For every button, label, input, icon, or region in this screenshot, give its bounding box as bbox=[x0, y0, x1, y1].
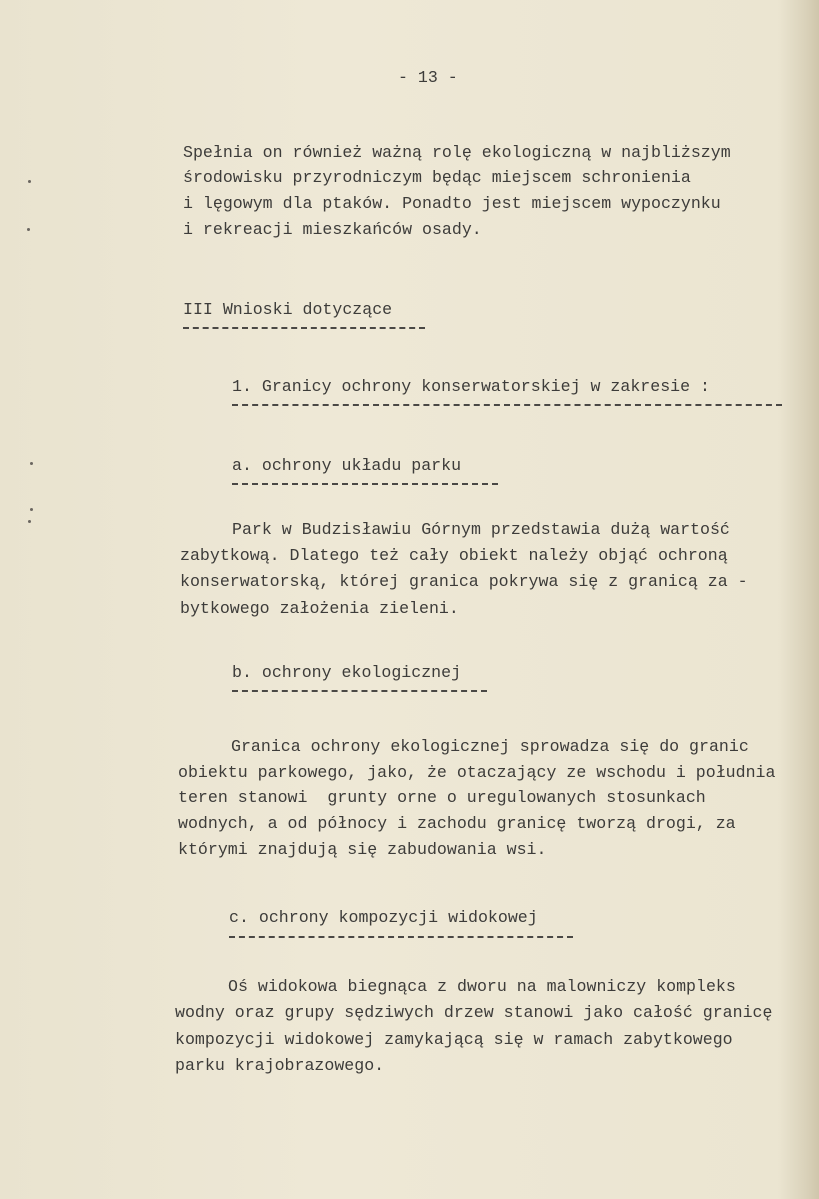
text-line: i rekreacji mieszkańców osady. bbox=[183, 220, 482, 239]
heading-underline bbox=[229, 936, 573, 938]
text-line: Oś widokowa biegnąca z dworu na malowniczy kompleks bbox=[228, 977, 736, 996]
heading-underline bbox=[183, 327, 425, 329]
text-line: i lęgowym dla ptaków. Ponadto jest miejscem wypoczynku bbox=[183, 194, 721, 213]
text-line: bytkowego założenia zieleni. bbox=[180, 599, 459, 618]
page-number: - 13 - bbox=[398, 68, 458, 87]
margin-speck bbox=[30, 508, 33, 511]
text-line: środowisku przyrodniczym będąc miejscem schronienia bbox=[183, 168, 691, 187]
margin-speck bbox=[28, 520, 31, 523]
text-line: parku krajobrazowego. bbox=[175, 1056, 385, 1075]
text-line: Park w Budzisławiu Górnym przedstawia dużą wartość bbox=[232, 520, 730, 539]
subsection-heading: 1. Granicy ochrony konserwatorskiej w zakresie : bbox=[232, 377, 710, 396]
text-line: zabytkową. Dlatego też cały obiekt należy objąć ochroną bbox=[180, 546, 728, 565]
text-line: wodny oraz grupy sędziwych drzew stanowi jako całość granicę bbox=[175, 1003, 773, 1022]
margin-speck bbox=[30, 462, 33, 465]
margin-speck bbox=[28, 180, 31, 183]
item-c-heading: c. ochrony kompozycji widokowej bbox=[229, 908, 538, 927]
item-b-heading: b. ochrony ekologicznej bbox=[232, 663, 462, 682]
heading-underline bbox=[232, 483, 498, 485]
text-line: obiektu parkowego, jako, że otaczający ze wschodu i południa bbox=[178, 763, 776, 782]
text-line: konserwatorską, której granica pokrywa się z granicą za - bbox=[180, 572, 748, 591]
text-line: kompozycji widokowej zamykającą się w ramach zabytkowego bbox=[175, 1030, 733, 1049]
text-line: którymi znajdują się zabudowania wsi. bbox=[178, 840, 547, 859]
item-a-heading: a. ochrony układu parku bbox=[232, 456, 462, 475]
heading-underline bbox=[232, 690, 487, 692]
text-line: Spełnia on również ważną rolę ekologiczną w najbliższym bbox=[183, 143, 731, 162]
text-line: wodnych, a od północy i zachodu granicę tworzą drogi, za bbox=[178, 814, 736, 833]
margin-speck bbox=[27, 228, 30, 231]
section-heading: III Wnioski dotyczące bbox=[183, 300, 393, 319]
heading-underline bbox=[232, 404, 782, 406]
text-line: teren stanowi grunty orne o uregulowanych stosunkach bbox=[178, 788, 706, 807]
text-line: Granica ochrony ekologicznej sprowadza się do granic bbox=[231, 737, 749, 756]
